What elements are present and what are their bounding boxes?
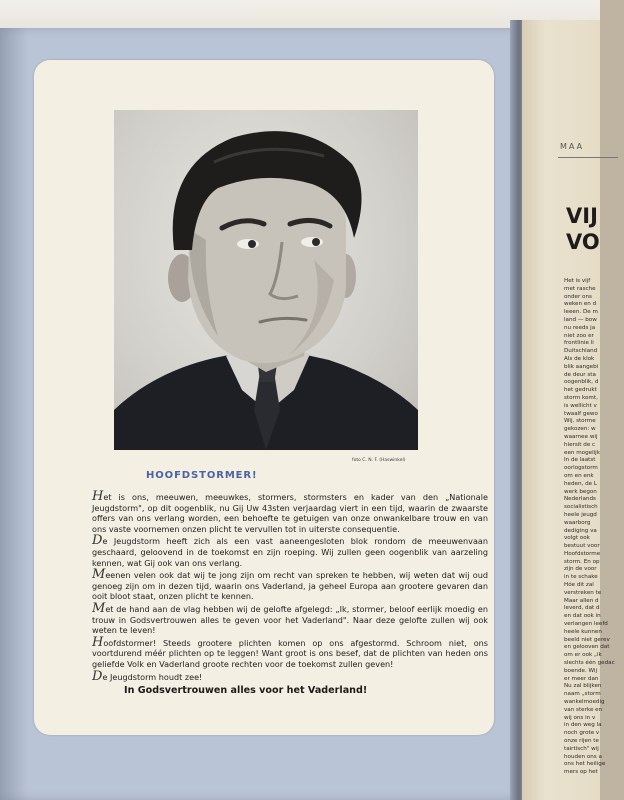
column-line: nu reeds ja (564, 324, 596, 331)
paragraph-1 (92, 489, 488, 534)
column-line: heele kunnen (564, 628, 602, 635)
column-line: weken en d (564, 301, 597, 308)
column-line: In de laatst (564, 457, 596, 464)
column-line: twaalf gewo (564, 410, 598, 417)
paragraph-initial: H (92, 489, 104, 504)
column-line: in den weg la (564, 722, 602, 729)
paragraph-initial: D (92, 668, 103, 684)
paragraph-text: et is ons, meeuwen, meeuwkes, stormers, stormsters en kader van den „Nationale Jeugdstorm", op dit oogenblik, nu Gij Uw 43sten verjaardag viert in een tijd, waarin de zwaarste offers van ons verlang worden, een behoefte te getuigen van onze onwankelbare trouw en van ons vaste voornemen onzen plicht te vervullen tot in uiterste consequentie. (92, 492, 488, 534)
column-line: mers op het (564, 769, 598, 776)
letter-body (92, 489, 488, 684)
paragraph-text: oofdstormer! Steeds grootere plichten komen op ons afgestormd. Schroom niet, ons voortdurend méér plichten op te leggen! Want groot is ons besef, dat de plichten van heden ons geliefde Volk en Vaderland groote rechten voor de toekomst zullen geven! (92, 637, 488, 669)
right-page (522, 20, 615, 800)
paragraph-text: et de hand aan de vlag hebben wij de gelofte afgelegd: „Ik, stormer, beloof eerlijk moedig en trouw in Godsvertrouwen alles te geven voor het Vaderland". Naar deze gelofte zullen wij ook weten te leven! (92, 603, 488, 636)
portrait-illustration (114, 110, 418, 450)
column-line: een mogelijk (564, 449, 600, 456)
column-line: naam „storm (564, 691, 601, 698)
paragraph-text: e Jeugdstorm houdt zee! (102, 671, 203, 682)
right-page-header: MAA (560, 142, 585, 151)
column-line: verstreken te (564, 589, 602, 596)
paragraph-initial: M (92, 567, 106, 583)
column-line: noch grote v (564, 730, 600, 737)
column-line: Wij, storme (564, 418, 596, 425)
paragraph-2 (92, 533, 488, 568)
column-line: waarnee wij (564, 433, 598, 440)
column-line: oogenblik, d (564, 379, 599, 386)
page-edge-shade (0, 28, 28, 800)
photo-credit: foto C. N. F. (Haswinkel) (352, 458, 406, 463)
column-line: onze rijen te (564, 738, 599, 745)
column-line: Nu zal blijken (564, 683, 602, 690)
paragraph-initial: M (92, 600, 106, 616)
paragraph-5 (92, 634, 488, 670)
column-line: niet zoo er (564, 332, 594, 339)
column-line: werk begon (564, 488, 597, 495)
column-line: ons het heilige (564, 761, 606, 768)
header-rule (558, 157, 618, 158)
column-line: om en enk (564, 472, 594, 479)
column-line: socialistisch (564, 504, 598, 511)
column-line: beeld niet gerev (564, 636, 610, 643)
column-line: wankelmoedig (564, 699, 605, 706)
column-line: houden ons a (564, 753, 602, 760)
column-line: er meer dan (564, 675, 599, 682)
column-line: en gelooven dat (564, 644, 610, 651)
paragraph-text: e Jeugdstorm heeft zich als een vast aaneengesloten blok rondom de meeuwenvaan geschaard, geloovend in de toekomst en zijn roeping. Wij zullen geen oogenblik van aarzeling kennen, wat Gij ook van ons verlang. (92, 536, 488, 568)
column-line: blik aangebi (564, 363, 599, 370)
column-line: frontlinie li (564, 340, 594, 347)
column-line: slechts één gedac (564, 660, 615, 667)
column-line: Maar allen d (564, 597, 599, 604)
column-line: storm komt, (564, 394, 598, 401)
paragraph-initial: D (92, 533, 103, 549)
column-line: volgt ook (564, 535, 590, 542)
poster-heading: HOOFDSTORMER! (146, 470, 258, 481)
right-page-title: VIJ VO (566, 204, 600, 254)
paragraph-initial: H (92, 634, 104, 650)
column-line: heden, de L (564, 480, 597, 487)
column-line: van sterke en (564, 706, 603, 713)
paragraph-3 (92, 567, 488, 602)
column-line: leeen. De m (564, 309, 598, 316)
column-line: is wellicht v (564, 402, 597, 409)
column-line: Hóe dit zal (564, 582, 594, 589)
column-line: waarborg (564, 519, 591, 526)
column-line: de deur sta (564, 371, 596, 378)
column-line: dediging va (564, 527, 597, 534)
column-line: verlangen leefd (564, 621, 608, 628)
paragraph-text: eenen velen ook dat wij te jong zijn om recht van spreken te hebben, wij weten dat wij oud genoeg zijn om in dezen tijd, waarin ons Vaderland, ja geheel Europa aan grootere gevaren dan ooit bloot staat, onzen plicht te kennen. (92, 570, 488, 602)
column-line: Hoofdstorme (564, 550, 601, 557)
column-line: in te schake (564, 574, 598, 581)
column-line: gekozen: w (564, 426, 596, 433)
column-line: heele jeugd (564, 511, 597, 518)
column-line: Het is vijf (564, 278, 591, 284)
portrait-photo (114, 110, 418, 450)
column-line: Nederlands (564, 496, 596, 503)
column-line: hiersit de c (564, 441, 596, 448)
column-line: met rasche (564, 285, 596, 292)
paragraph-6 (92, 668, 488, 684)
column-line: zijn de voor (564, 566, 597, 573)
column-line: boende. Wij (564, 667, 598, 674)
column-line: en dat ook in (564, 613, 601, 620)
column-line: storm. En op (564, 558, 600, 565)
column-line: Als de klok (564, 355, 595, 362)
column-line: wij ons in v (564, 714, 596, 721)
right-page-column (564, 278, 624, 777)
column-line: leverd, dat d (564, 605, 600, 612)
column-line: land — bow (564, 316, 597, 323)
paragraph-4 (92, 600, 488, 636)
column-line: om er ook „ik (564, 652, 602, 659)
column-line: bestuut voor (564, 543, 600, 550)
column-line: oorlogstorm (564, 465, 598, 472)
column-line: onder ons (564, 293, 592, 300)
closing-line: In Godsvertrouwen alles voor het Vaderland! (124, 685, 368, 696)
column-line: tairtisch" wij (564, 745, 599, 752)
column-line: Duitschland (564, 348, 598, 355)
column-line: het gedrukt (564, 387, 597, 394)
